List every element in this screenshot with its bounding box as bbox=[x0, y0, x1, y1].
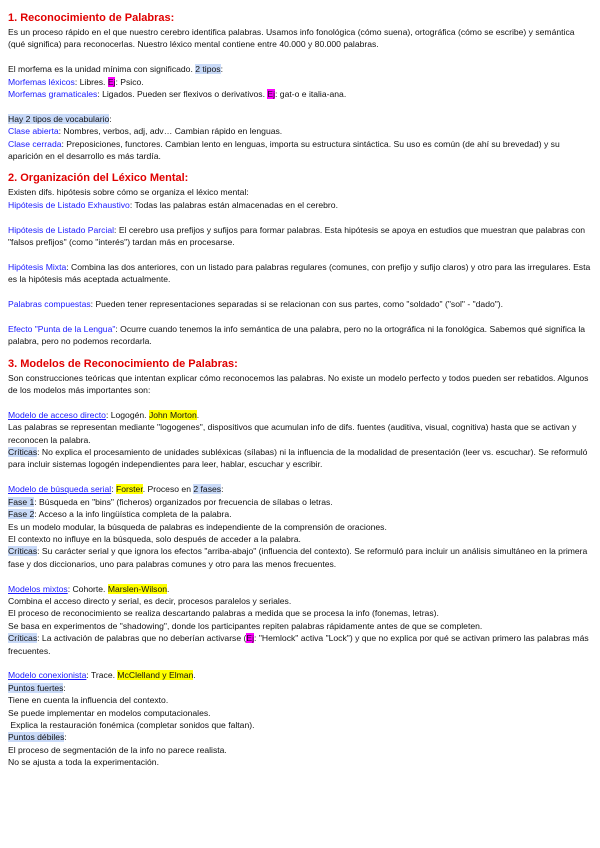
model-heading: Modelo de acceso directo: Logogén. John Morton. bbox=[8, 409, 200, 420]
paragraph: Existen difs. hipótesis sobre cómo se organiza el léxico mental: bbox=[8, 187, 249, 198]
author-highlight: John Morton bbox=[148, 409, 197, 420]
term-label: Hipótesis de Listado Parcial bbox=[8, 224, 115, 235]
author-highlight: Marslen-Wilson bbox=[107, 583, 168, 594]
model-label: Modelo de acceso directo bbox=[8, 409, 106, 420]
example-tag: Ej bbox=[107, 76, 116, 87]
definition-line: Hipótesis de Listado Parcial: El cerebro usa prefijos y sufijos para formar palabras. Esta hipótesis se apoya en estudios que muestran que palabras con "falsos prefijos" (como "interés") tardan más en procesarse. bbox=[8, 224, 586, 248]
paragraph: Son construcciones teóricas que intentan explicar cómo reconocemos las palabras. No existe un modelo perfecto y todos pueden ser rebatidos. Algunos de los modelos más importantes son: bbox=[8, 372, 589, 396]
model-label: Modelo conexionista bbox=[8, 670, 87, 681]
term-label: Clase abierta bbox=[8, 126, 59, 137]
paragraph: El morfema es la unidad mínima con significado. 2 tipos: bbox=[8, 64, 223, 75]
definition-line: Fase 2: Acceso a la info lingüística completa de la palabra. bbox=[8, 509, 232, 520]
term-label: Hipótesis de Listado Exhaustivo bbox=[8, 199, 130, 210]
paragraph: Hay 2 tipos de vocabulario: bbox=[8, 113, 112, 124]
list-item: El proceso de segmentación de la info no parece realista. bbox=[8, 744, 227, 755]
highlight: 2 fases bbox=[193, 484, 222, 495]
list-item: Tiene en cuenta la influencia del contexto. bbox=[8, 695, 169, 706]
highlight: 2 tipos bbox=[195, 64, 221, 75]
list-item: No se ajusta a toda la experimentación. bbox=[8, 757, 159, 768]
term-label: Morfemas gramaticales bbox=[8, 89, 98, 100]
model-heading: Modelo de búsqueda serial: Forster. Proceso en 2 fases: bbox=[8, 484, 224, 495]
section-title: 1. Reconocimiento de Palabras: bbox=[8, 12, 175, 24]
definition-line: Morfemas gramaticales: Ligados. Pueden ser flexivos o derivativos. Ej: gat-o e italia-ana. bbox=[8, 89, 347, 100]
definition-line: Hipótesis Mixta: Combina las dos anteriores, con un listado para palabras regulares (comunes, con prefijo y sufijo claros) y otro para las irregulares. Esta es la hipótesis más aceptada actualmente. bbox=[8, 261, 591, 285]
model-heading: Modelo conexionista: Trace. McClelland y Elman. bbox=[8, 670, 196, 681]
criticism-label: Críticas bbox=[8, 447, 38, 458]
paragraph: Es un proceso rápido en el que nuestro cerebro identifica palabras. Usamos info fonológica (cómo suena), ortográfica (cómo se escribe) y semántica (qué significa) para reconocerlas. Nuestro léxico mental contiene entre 40.000 y 80.000 palabras. bbox=[8, 27, 575, 50]
term-label: Palabras compuestas bbox=[8, 299, 91, 310]
example-tag: Ej bbox=[267, 89, 276, 100]
list-item: Se puede implementar en modelos computacionales. bbox=[8, 707, 211, 718]
term-label: Hipótesis Mixta bbox=[8, 261, 67, 272]
section-organizacion bbox=[8, 172, 592, 347]
model-label: Modelo de búsqueda serial bbox=[8, 484, 112, 495]
criticism-label: Críticas bbox=[8, 633, 38, 644]
strengths-label: Puntos fuertes bbox=[8, 682, 64, 693]
criticism-line: Críticas: La activación de palabras que no deberían activarse (Ej: "Hemlock" activa "Lock") y que no explica por qué se activan primero las palabras más frecuentes. bbox=[8, 633, 589, 656]
definition-line: Clase cerrada: Preposiciones, functores. Cambian lento en lenguas, importa su estructura sintáctica. Su uso es común (de ahí su brevedad) y su aparición en el desarrollo es más tardía. bbox=[8, 138, 560, 162]
definition-line: Palabras compuestas: Pueden tener representaciones separadas si se relacionan con sus partes, como "soldado" ("sol" - "dado"). bbox=[8, 299, 504, 310]
section-reconocimiento bbox=[8, 12, 592, 162]
phase-label: Fase 1 bbox=[8, 496, 35, 507]
highlight: Hay 2 tipos de vocabulario bbox=[8, 113, 110, 124]
list-item: Explica la restauración fonémica (completar sonidos que faltan). bbox=[8, 719, 255, 730]
example-tag: Ej bbox=[246, 633, 255, 644]
section-modelos bbox=[8, 358, 592, 769]
term-label: Clase cerrada bbox=[8, 138, 62, 149]
author-highlight: McClelland y Elman bbox=[117, 670, 194, 681]
paragraph: El proceso de reconocimiento se realiza descartando palabras a medida que se procesa la info (fonemas, letras). bbox=[8, 608, 439, 619]
paragraph: El contexto no influye en la búsqueda, solo después de acceder a la palabra. bbox=[8, 533, 301, 544]
criticism-line: Críticas: No explica el procesamiento de unidades subléxicas (sílabas) ni la influencia de la modalidad de presentación (leer vs. escuchar). Se reformuló para incluir sistemas logogén independientes para leer, hablar, escuchar y escribir. bbox=[8, 447, 588, 470]
paragraph: Combina el acceso directo y serial, es decir, procesos paralelos y seriales. bbox=[8, 595, 292, 606]
paragraph: Las palabras se representan mediante "logogenes", dispositivos que acumulan info de difs. fuentes (auditiva, visual, cognitiva) hasta que se activan y reconocen la palabra. bbox=[8, 422, 577, 445]
definition-line: Clase abierta: Nombres, verbos, adj, adv… Cambian rápido en lenguas. bbox=[8, 126, 283, 137]
definition-line: Morfemas léxicos: Libres. Ej: Psico. bbox=[8, 76, 144, 87]
definition-line: Fase 1: Búsqueda en "bins" (ficheros) organizados por frecuencia de sílabas o letras. bbox=[8, 496, 333, 507]
paragraph: Es un modelo modular, la búsqueda de palabras es independiente de la comprensión de oraciones. bbox=[8, 521, 387, 532]
term-label: Efecto "Punta de la Lengua" bbox=[8, 323, 116, 334]
paragraph: Se basa en experimentos de "shadowing", donde los participantes repiten palabras rápidamente antes de que se completen. bbox=[8, 620, 483, 631]
list-heading: Puntos fuertes: bbox=[8, 682, 66, 693]
model-label: Modelos mixtos bbox=[8, 583, 68, 594]
phase-label: Fase 2 bbox=[8, 509, 35, 520]
weaknesses-label: Puntos débiles bbox=[8, 732, 65, 743]
section-title: 3. Modelos de Reconocimiento de Palabras: bbox=[8, 357, 238, 370]
list-heading: Puntos débiles: bbox=[8, 732, 67, 743]
author-highlight: Forster bbox=[115, 484, 143, 495]
criticism-line: Críticas: Su carácter serial y que ignora los efectos "arriba-abajo" (influencia del contexto). Se reformuló para incluir un análisis simultáneo en la primera fase y dos diccionarios, uno para palabras comunes y otro para las menos frecuentes. bbox=[8, 546, 588, 569]
term-label: Morfemas léxicos bbox=[8, 76, 75, 87]
definition-line: Hipótesis de Listado Exhaustivo: Todas las palabras están almacenadas en el cerebro. bbox=[8, 199, 338, 210]
criticism-label: Críticas bbox=[8, 546, 38, 557]
definition-line: Efecto "Punta de la Lengua": Ocurre cuando tenemos la info semántica de una palabra, pero no la ortográfica ni la fonológica. Sabemos qué significa la palabra, pero no podemos recordarla. bbox=[8, 323, 586, 347]
section-title: 2. Organización del Léxico Mental: bbox=[8, 172, 189, 185]
model-heading: Modelos mixtos: Cohorte. Marslen-Wilson. bbox=[8, 583, 170, 594]
